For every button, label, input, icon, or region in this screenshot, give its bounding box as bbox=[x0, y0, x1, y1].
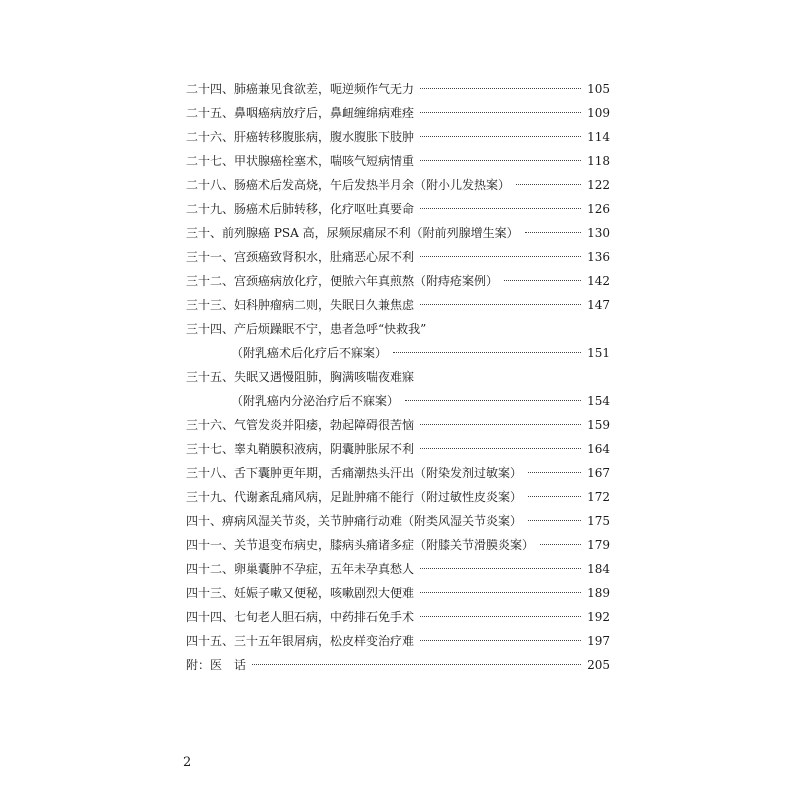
toc-entry-title: 四十四、七旬老人胆石病，中药排石免手术 bbox=[186, 610, 415, 624]
toc-entry-page: 151 bbox=[587, 346, 610, 360]
dot-leader bbox=[420, 304, 581, 305]
toc-entry bbox=[186, 125, 610, 149]
toc-entry bbox=[186, 221, 610, 245]
toc-entry-title: 三十八、舌下囊肿更年期，舌痛潮热头汗出（附染发剂过敏案） bbox=[186, 466, 523, 480]
toc-entry-title: 四十二、卵巢囊肿不孕症，五年未孕真愁人 bbox=[186, 562, 415, 576]
toc-entry bbox=[186, 509, 610, 533]
toc-entry-page: 136 bbox=[587, 250, 610, 264]
toc-entry-title: （附乳癌内分泌治疗后不寐案） bbox=[231, 394, 400, 408]
page-number: 2 bbox=[183, 755, 192, 770]
toc-entry bbox=[186, 269, 610, 293]
toc-entry bbox=[186, 629, 610, 653]
dot-leader bbox=[405, 400, 581, 401]
toc-entry bbox=[186, 557, 610, 581]
toc-entry-title: 附：医 话 bbox=[186, 658, 247, 672]
toc-entry-page: 159 bbox=[587, 418, 610, 432]
toc-entry bbox=[186, 485, 610, 509]
dot-leader bbox=[420, 160, 581, 161]
toc-entry-page: 118 bbox=[587, 154, 610, 168]
dot-leader bbox=[420, 640, 581, 641]
toc-entry-page: 164 bbox=[587, 442, 610, 456]
toc-entry-page: 184 bbox=[587, 562, 610, 576]
toc-entry-title: 四十、痹病风湿关节炎，关节肿痛行动难（附类风湿关节炎案） bbox=[186, 514, 523, 528]
toc-entry-title: 四十三、妊娠子嗽又便秘，咳嗽剧烈大便难 bbox=[186, 586, 415, 600]
toc-entry bbox=[186, 77, 610, 101]
dot-leader bbox=[525, 232, 582, 233]
dot-leader bbox=[420, 568, 581, 569]
toc-entry-title: 二十五、鼻咽癌病放疗后，鼻衄缠绵病难痊 bbox=[186, 106, 415, 120]
dot-leader bbox=[420, 424, 581, 425]
toc-entry-title: 三十七、睾丸鞘膜积液病，阴囊肿胀尿不利 bbox=[186, 442, 415, 456]
dot-leader bbox=[420, 256, 581, 257]
dot-leader bbox=[420, 616, 581, 617]
toc-entry-page: 130 bbox=[587, 226, 610, 240]
toc-entry bbox=[186, 605, 610, 629]
toc-entry bbox=[186, 437, 610, 461]
dot-leader bbox=[540, 544, 581, 545]
dot-leader bbox=[504, 280, 581, 281]
toc-entry-title: 三十三、妇科肿瘤病二则，失眠日久兼焦虑 bbox=[186, 298, 415, 312]
toc-entry-title: 二十六、肝癌转移腹胀病，腹水腹胀下肢肿 bbox=[186, 130, 415, 144]
toc-entry-title: 三十五、失眠又遇慢阻肺，胸满咳喘夜难寐 bbox=[186, 370, 415, 384]
toc-entry-title: 四十五、三十五年银屑病，松皮样变治疗难 bbox=[186, 634, 415, 648]
dot-leader bbox=[528, 472, 581, 473]
dot-leader bbox=[420, 88, 581, 89]
toc-entry-page: 175 bbox=[587, 514, 610, 528]
toc-entry-title: 二十九、肠癌术后肺转移，化疗呕吐真要命 bbox=[186, 202, 415, 216]
toc-entry-page: 197 bbox=[587, 634, 610, 648]
toc-entry bbox=[186, 101, 610, 125]
toc-entry-title: 二十四、肺癌兼见食欲差，呃逆频作气无力 bbox=[186, 82, 415, 96]
toc-entry-page: 192 bbox=[587, 610, 610, 624]
toc-entry-page: 189 bbox=[587, 586, 610, 600]
toc-entry bbox=[186, 245, 610, 269]
toc-entry bbox=[186, 653, 610, 677]
toc-entry-page: 126 bbox=[587, 202, 610, 216]
toc-entry-page: 114 bbox=[587, 130, 610, 144]
toc-entry-page: 142 bbox=[587, 274, 610, 288]
toc-entry-title: 三十九、代谢紊乱痛风病，足趾肿痛不能行（附过敏性皮炎案） bbox=[186, 490, 523, 504]
dot-leader bbox=[252, 664, 581, 665]
toc-entry-title: 三十二、宫颈癌病放化疗，便脓六年真煎熬（附痔疮案例） bbox=[186, 274, 499, 288]
toc-entry bbox=[186, 293, 610, 317]
toc-entry-title: 三十四、产后烦躁眠不宁，患者急呼“快救我” bbox=[186, 322, 427, 336]
dot-leader bbox=[420, 112, 581, 113]
toc-entry-title: 三十六、气管发炎并阳痿，勃起障碍很苦恼 bbox=[186, 418, 415, 432]
toc-entry-page: 205 bbox=[587, 658, 610, 672]
toc-entry-page: 179 bbox=[587, 538, 610, 552]
toc-entry-page: 154 bbox=[587, 394, 610, 408]
toc-entry-title: （附乳癌术后化疗后不寐案） bbox=[231, 346, 388, 360]
table-of-contents bbox=[186, 77, 610, 677]
dot-leader bbox=[528, 496, 581, 497]
toc-entry-title: 二十七、甲状腺癌栓塞术，喘咳气短病情重 bbox=[186, 154, 415, 168]
dot-leader bbox=[420, 208, 581, 209]
toc-entry-page: 172 bbox=[587, 490, 610, 504]
toc-entry bbox=[186, 581, 610, 605]
toc-entry bbox=[186, 173, 610, 197]
toc-entry bbox=[186, 413, 610, 437]
toc-entry bbox=[186, 389, 610, 413]
toc-entry bbox=[186, 341, 610, 365]
dot-leader bbox=[516, 184, 581, 185]
toc-entry-page: 109 bbox=[587, 106, 610, 120]
dot-leader bbox=[420, 592, 581, 593]
toc-entry bbox=[186, 317, 610, 341]
toc-entry-page: 105 bbox=[587, 82, 610, 96]
toc-entry bbox=[186, 365, 610, 389]
dot-leader bbox=[393, 352, 581, 353]
toc-entry-page: 122 bbox=[587, 178, 610, 192]
toc-entry-page: 167 bbox=[587, 466, 610, 480]
toc-entry-title: 三十、前列腺癌 PSA 高，尿频尿痛尿不利（附前列腺增生案） bbox=[186, 226, 519, 240]
toc-entry-title: 二十八、肠癌术后发高烧，午后发热半月余（附小儿发热案） bbox=[186, 178, 511, 192]
dot-leader bbox=[420, 136, 581, 137]
dot-leader bbox=[528, 520, 581, 521]
toc-entry bbox=[186, 461, 610, 485]
toc-entry-title: 四十一、关节退变布病史，膝病头痛诸多症（附膝关节滑膜炎案） bbox=[186, 538, 535, 552]
toc-entry bbox=[186, 533, 610, 557]
toc-entry-page: 147 bbox=[587, 298, 610, 312]
dot-leader bbox=[420, 448, 581, 449]
toc-entry-title: 三十一、宫颈癌致肾积水，肚痛恶心尿不利 bbox=[186, 250, 415, 264]
toc-entry bbox=[186, 197, 610, 221]
toc-entry bbox=[186, 149, 610, 173]
